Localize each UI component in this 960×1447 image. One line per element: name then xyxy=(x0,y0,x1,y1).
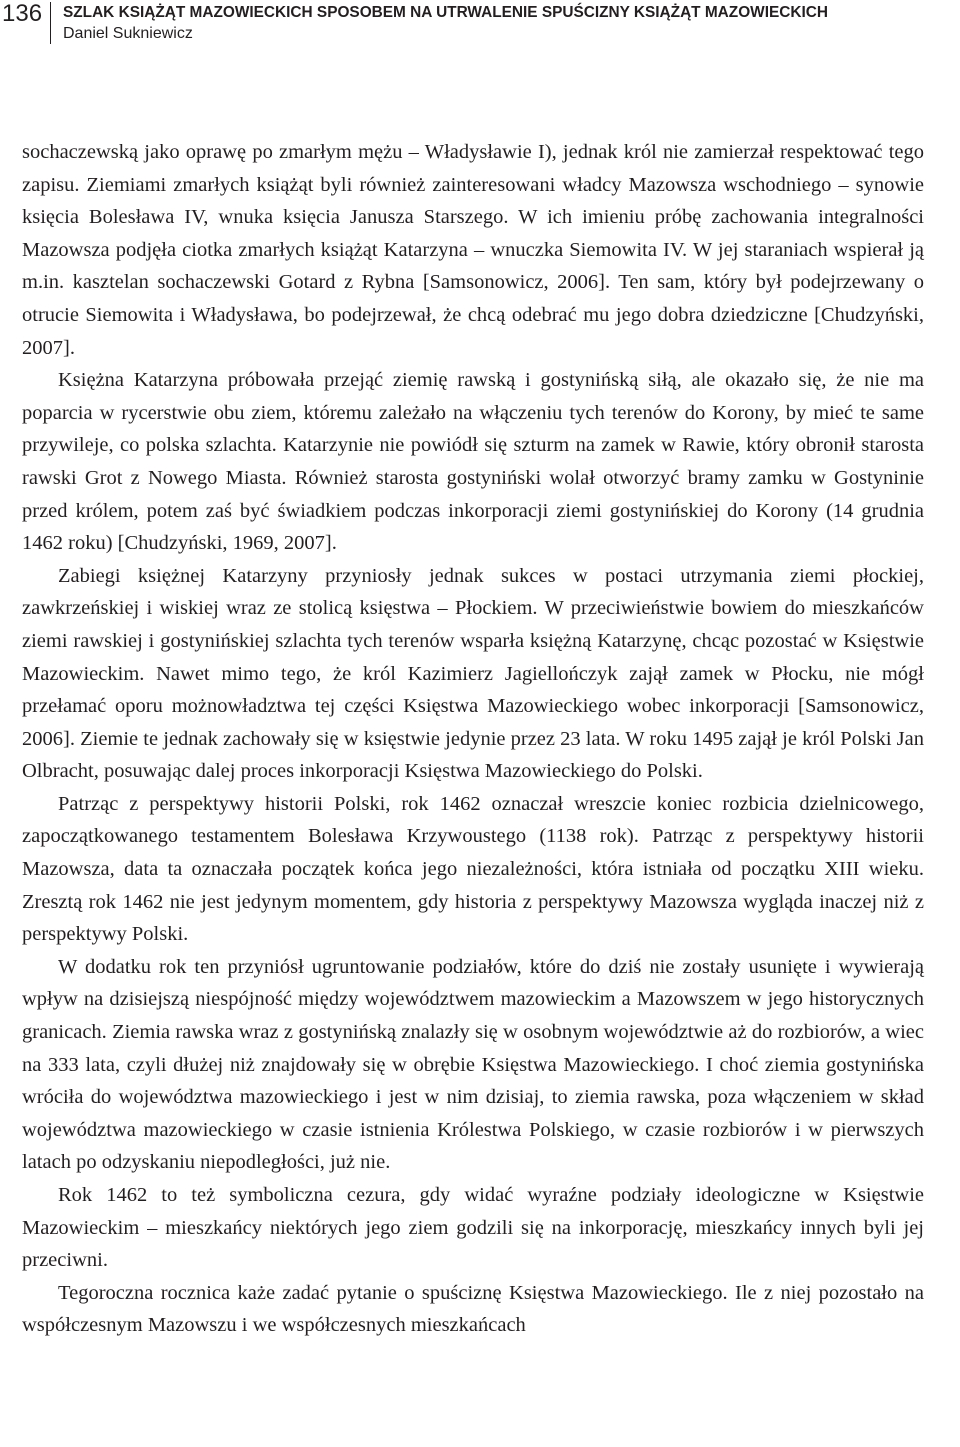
page-header xyxy=(0,0,960,50)
paragraph: Patrząc z perspektywy historii Polski, rok 1462 oznaczał wreszcie koniec rozbicia dzielnicowego, zapoczątkowanego testamentem Bolesława Krzywoustego (1138 rok). Patrząc z perspektywy historii Mazowsza, data ta oznaczała początek końca jego niezależności, która istniała od początku XIII wieku. Zresztą rok 1462 nie jest jedynym momentem, gdy historia z perspektywy Mazowsza wygląda inaczej niż z perspektywy Polski. xyxy=(22,792,924,946)
paragraph: Rok 1462 to też symboliczna cezura, gdy widać wyraźne podziały ideologiczne w Księstwie Mazowieckim – mieszkańcy niektórych jego ziem godzili się na inkorporację, mieszkańcy innych byli jej przeciwni. xyxy=(22,1184,924,1272)
body-text xyxy=(22,136,924,1342)
header-divider xyxy=(50,2,51,44)
paragraph: Zabiegi księżnej Katarzyny przyniosły jednak sukces w postaci utrzymania ziemi płockiej, zawkrzeńskiej i wiskiej wraz ze stolicą księstwa – Płockiem. W przeciwieństwie bowiem do mieszkańców ziemi rawskiej i gostynińskiej szlachta tych terenów wsparła księżną Katarzynę, chcąc pozostać w Księstwie Mazowieckim. Nawet mimo tego, że król Kazimierz Jagiellończyk zajął zamek w Płocku, nie mógł przełamać oporu możnowładztwa tej części Księstwa Mazowieckiego wobec inkorporacji [Samsonowicz, 2006]. Ziemie te jednak zachowały się w księstwie jedynie przez 23 lata. W roku 1495 zajął je król Polski Jan Olbracht, posuwając dalej proces inkorporacji Księstwa Mazowieckiego do Polski. xyxy=(22,564,924,783)
running-author: Daniel Sukniewicz xyxy=(63,25,193,42)
page-number: 136 xyxy=(2,0,43,27)
paragraph-continued: sochaczewską jako oprawę po zmarłym mężu – Władysławie I), jednak król nie zamierzał respektować tego zapisu. Ziemiami zmarłych książąt byli również zainteresowani władcy Mazowsza wschodniego – synowie księcia Bolesława IV, wnuka księcia Janusza Starszego. W ich imieniu próbę zachowania integralności Mazowsza podjęła ciotka zmarłych książąt Katarzyna – wnuczka Siemowita IV. W jej staraniach wspierał ją m.in. kasztelan sochaczewski Gotard z Rybna [Samsonowicz, 2006]. Ten sam, który był podejrzewany o otrucie Siemowita i Władysława, bo podejrzewał, że chcą odebrać mu jego dobra dziedziczne [Chudzyński, 2007]. xyxy=(22,141,924,359)
paragraph: Księżna Katarzyna próbowała przejąć ziemię rawską i gostynińską siłą, ale okazało się, że nie ma poparcia w rycerstwie obu ziem, któremu zależało na włączeniu tych terenów do Korony, by mieć te same przywileje, co polska szlachta. Katarzynie nie powiódł się szturm na zamek w Rawie, który obronił starosta rawski Grot z Nowego Miasta. Również starosta gostyniński wolał otworzyć bramy zamku w Gostyninie przed królem, potem zaś być świadkiem podczas inkorporacji ziemi gostynińskiej do Korony (14 grudnia 1462 roku) [Chudzyński, 1969, 2007]. xyxy=(22,369,924,555)
paragraph: W dodatku rok ten przyniósł ugruntowanie podziałów, które do dziś nie zostały usunięte i wywierają wpływ na dzisiejszą niespójność między województwem mazowieckim a Mazowszem w jego historycznych granicach. Ziemia rawska wraz z gostynińską znalazły się w osobnym województwie aż do rozbiorów, a wiec na 333 lata, czyli dłużej niż znajdowały się w obrębie Księstwa Mazowieckiego. I choć ziemia gostynińska wróciła do województwa mazowieckiego i jest w nim dzisiaj, to ziemia rawska, poza włączeniem w skład województwa mazowieckiego w czasie istnienia Królestwa Polskiego, w czasie rozbiorów i w pierwszych latach po odzyskaniu niepodległości, już nie. xyxy=(22,955,924,1174)
running-title: SZLAK KSIĄŻĄT MAZOWIECKICH SPOSOBEM NA UTRWALENIE SPUŚCIZNY KSIĄŻĄT MAZOWIECKICH xyxy=(63,4,828,21)
paragraph: Tegoroczna rocznica każe zadać pytanie o spuściznę Księstwa Mazowieckiego. Ile z niej pozostało na współczesnym Mazowszu i we współczesnych mieszkańcach xyxy=(22,1281,924,1337)
